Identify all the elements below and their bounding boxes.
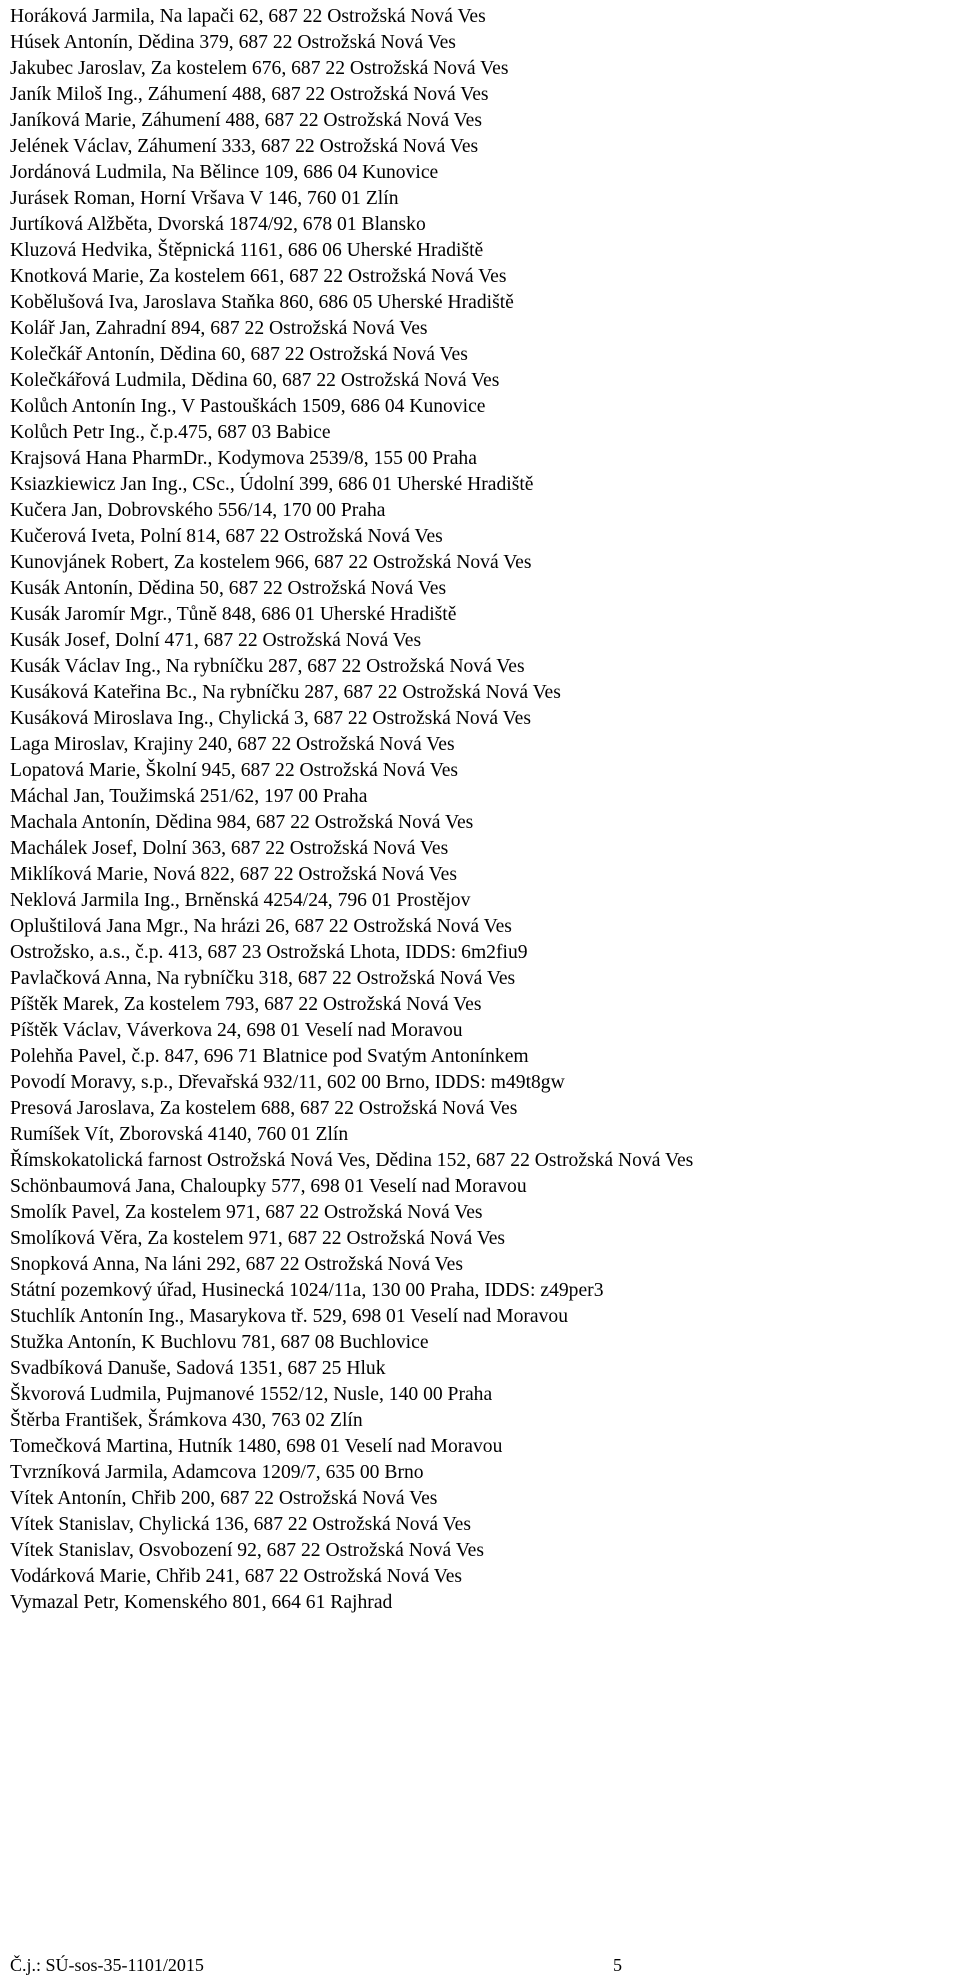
address-entry: Schönbaumová Jana, Chaloupky 577, 698 01 Veselí nad Moravou — [10, 1176, 527, 1197]
address-list — [10, 4, 960, 1616]
address-entry: Machala Antonín, Dědina 984, 687 22 Ostrožská Nová Ves — [10, 812, 474, 833]
address-entry: Snopková Anna, Na láni 292, 687 22 Ostrožská Nová Ves — [10, 1254, 463, 1275]
address-entry: Římskokatolická farnost Ostrožská Nová Ves, Dědina 152, 687 22 Ostrožská Nová Ves — [10, 1150, 694, 1171]
address-entry: Kolář Jan, Zahradní 894, 687 22 Ostrožská Nová Ves — [10, 318, 428, 339]
address-entry: Laga Miroslav, Krajiny 240, 687 22 Ostrožská Nová Ves — [10, 734, 455, 755]
address-entry: Kobělušová Iva, Jaroslava Staňka 860, 686 05 Uherské Hradiště — [10, 292, 514, 313]
address-entry: Vodárková Marie, Chřib 241, 687 22 Ostrožská Nová Ves — [10, 1566, 463, 1587]
address-entry: Vymazal Petr, Komenského 801, 664 61 Rajhrad — [10, 1592, 393, 1613]
address-entry: Jurtíková Alžběta, Dvorská 1874/92, 678 01 Blansko — [10, 214, 426, 235]
address-entry: Kusák Antonín, Dědina 50, 687 22 Ostrožská Nová Ves — [10, 578, 447, 599]
address-entry: Tvrzníková Jarmila, Adamcova 1209/7, 635 00 Brno — [10, 1462, 424, 1483]
page-number: 5 — [613, 1955, 622, 1975]
address-entry: Vítek Stanislav, Chylická 136, 687 22 Ostrožská Nová Ves — [10, 1514, 471, 1535]
address-entry: Jordánová Ludmila, Na Bělince 109, 686 04 Kunovice — [10, 162, 439, 183]
address-entry: Kolůch Petr Ing., č.p.475, 687 03 Babice — [10, 422, 331, 443]
address-entry: Píštěk Václav, Váverkova 24, 698 01 Veselí nad Moravou — [10, 1020, 463, 1041]
address-entry: Kolečkář Antonín, Dědina 60, 687 22 Ostrožská Nová Ves — [10, 344, 468, 365]
address-entry: Opluštilová Jana Mgr., Na hrázi 26, 687 22 Ostrožská Nová Ves — [10, 916, 512, 937]
address-entry: Kunovjánek Robert, Za kostelem 966, 687 22 Ostrožská Nová Ves — [10, 552, 532, 573]
address-entry: Jurásek Roman, Horní Vršava V 146, 760 01 Zlín — [10, 188, 399, 209]
address-entry: Smolík Pavel, Za kostelem 971, 687 22 Ostrožská Nová Ves — [10, 1202, 483, 1223]
address-entry: Škvorová Ludmila, Pujmanové 1552/12, Nusle, 140 00 Praha — [10, 1384, 493, 1405]
address-entry: Máchal Jan, Toužimská 251/62, 197 00 Praha — [10, 786, 368, 807]
address-entry: Ostrožsko, a.s., č.p. 413, 687 23 Ostrožská Lhota, IDDS: 6m2fiu9 — [10, 942, 528, 963]
address-entry: Jelének Václav, Záhumení 333, 687 22 Ostrožská Nová Ves — [10, 136, 479, 157]
address-entry: Janíková Marie, Záhumení 488, 687 22 Ostrožská Nová Ves — [10, 110, 482, 131]
address-entry: Kusáková Miroslava Ing., Chylická 3, 687 22 Ostrožská Nová Ves — [10, 708, 531, 729]
address-entry: Kusák Jaromír Mgr., Tůně 848, 686 01 Uherské Hradiště — [10, 604, 457, 625]
address-entry: Tomečková Martina, Hutník 1480, 698 01 Veselí nad Moravou — [10, 1436, 503, 1457]
address-entry: Kusáková Kateřina Bc., Na rybníčku 287, 687 22 Ostrožská Nová Ves — [10, 682, 561, 703]
address-entry: Janík Miloš Ing., Záhumení 488, 687 22 Ostrožská Nová Ves — [10, 84, 489, 105]
address-entry: Horáková Jarmila, Na lapači 62, 687 22 Ostrožská Nová Ves — [10, 6, 486, 27]
address-entry: Stuchlík Antonín Ing., Masarykova tř. 529, 698 01 Veselí nad Moravou — [10, 1306, 568, 1327]
address-entry: Povodí Moravy, s.p., Dřevařská 932/11, 602 00 Brno, IDDS: m49t8gw — [10, 1072, 565, 1093]
address-entry: Kusák Josef, Dolní 471, 687 22 Ostrožská Nová Ves — [10, 630, 422, 651]
address-entry: Presová Jaroslava, Za kostelem 688, 687 22 Ostrožská Nová Ves — [10, 1098, 518, 1119]
address-entry: Neklová Jarmila Ing., Brněnská 4254/24, 796 01 Prostějov — [10, 890, 471, 911]
address-entry: Miklíková Marie, Nová 822, 687 22 Ostrožská Nová Ves — [10, 864, 457, 885]
address-entry: Krajsová Hana PharmDr., Kodymova 2539/8, 155 00 Praha — [10, 448, 477, 469]
document-reference-number: Č.j.: SÚ-sos-35-1101/2015 — [10, 1955, 204, 1975]
address-entry: Stužka Antonín, K Buchlovu 781, 687 08 Buchlovice — [10, 1332, 429, 1353]
address-entry: Machálek Josef, Dolní 363, 687 22 Ostrožská Nová Ves — [10, 838, 449, 859]
address-entry: Kučera Jan, Dobrovského 556/14, 170 00 Praha — [10, 500, 386, 521]
address-entry: Státní pozemkový úřad, Husinecká 1024/11a, 130 00 Praha, IDDS: z49per3 — [10, 1280, 604, 1301]
address-entry: Jakubec Jaroslav, Za kostelem 676, 687 22 Ostrožská Nová Ves — [10, 58, 509, 79]
address-entry: Kolůch Antonín Ing., V Pastouškách 1509, 686 04 Kunovice — [10, 396, 486, 417]
address-entry: Píštěk Marek, Za kostelem 793, 687 22 Ostrožská Nová Ves — [10, 994, 482, 1015]
address-entry: Kučerová Iveta, Polní 814, 687 22 Ostrožská Nová Ves — [10, 526, 443, 547]
address-entry: Pavlačková Anna, Na rybníčku 318, 687 22 Ostrožská Nová Ves — [10, 968, 516, 989]
page-footer — [10, 1953, 622, 1977]
address-entry: Kusák Václav Ing., Na rybníčku 287, 687 22 Ostrožská Nová Ves — [10, 656, 525, 677]
address-entry: Štěrba František, Šrámkova 430, 763 02 Zlín — [10, 1410, 363, 1431]
address-entry: Vítek Antonín, Chřib 200, 687 22 Ostrožská Nová Ves — [10, 1488, 438, 1509]
address-entry: Húsek Antonín, Dědina 379, 687 22 Ostrožská Nová Ves — [10, 32, 456, 53]
address-entry: Kluzová Hedvika, Štěpnická 1161, 686 06 Uherské Hradiště — [10, 240, 484, 261]
address-entry: Kolečkářová Ludmila, Dědina 60, 687 22 Ostrožská Nová Ves — [10, 370, 500, 391]
address-entry: Lopatová Marie, Školní 945, 687 22 Ostrožská Nová Ves — [10, 760, 459, 781]
address-entry: Knotková Marie, Za kostelem 661, 687 22 Ostrožská Nová Ves — [10, 266, 507, 287]
address-entry: Rumíšek Vít, Zborovská 4140, 760 01 Zlín — [10, 1124, 349, 1145]
address-entry: Polehňa Pavel, č.p. 847, 696 71 Blatnice pod Svatým Antonínkem — [10, 1046, 529, 1067]
address-entry: Ksiazkiewicz Jan Ing., CSc., Údolní 399, 686 01 Uherské Hradiště — [10, 474, 534, 495]
address-entry: Smolíková Věra, Za kostelem 971, 687 22 Ostrožská Nová Ves — [10, 1228, 506, 1249]
address-entry: Svadbíková Danuše, Sadová 1351, 687 25 Hluk — [10, 1358, 386, 1379]
address-entry: Vítek Stanislav, Osvobození 92, 687 22 Ostrožská Nová Ves — [10, 1540, 484, 1561]
